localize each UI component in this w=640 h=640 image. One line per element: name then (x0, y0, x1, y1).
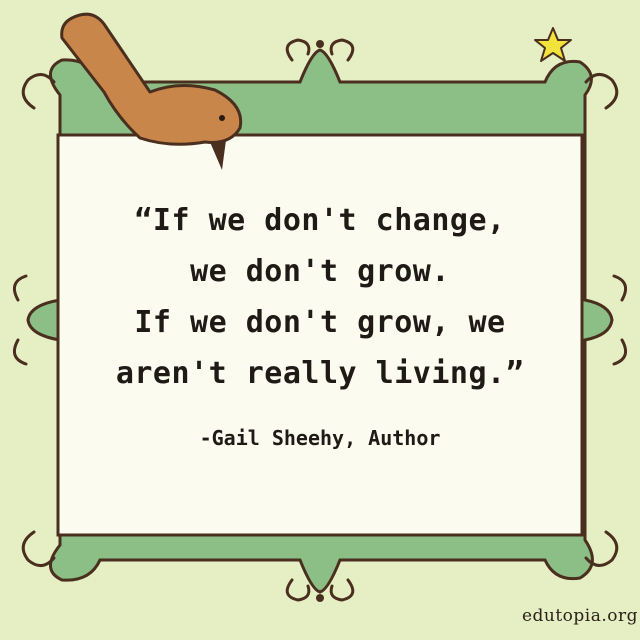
quote-line-1: “If we don't change, (134, 203, 506, 238)
quote-line-2: we don't grow. (190, 254, 450, 289)
edutopia-watermark: edutopia.org (521, 606, 638, 626)
star-icon (535, 28, 571, 61)
quote-line-4: aren't really living.” (115, 356, 525, 391)
quote-attribution: -Gail Sheehy, Author (199, 426, 441, 450)
quote-line-3: If we don't grow, we (134, 305, 506, 340)
quote-text (62, 195, 578, 399)
